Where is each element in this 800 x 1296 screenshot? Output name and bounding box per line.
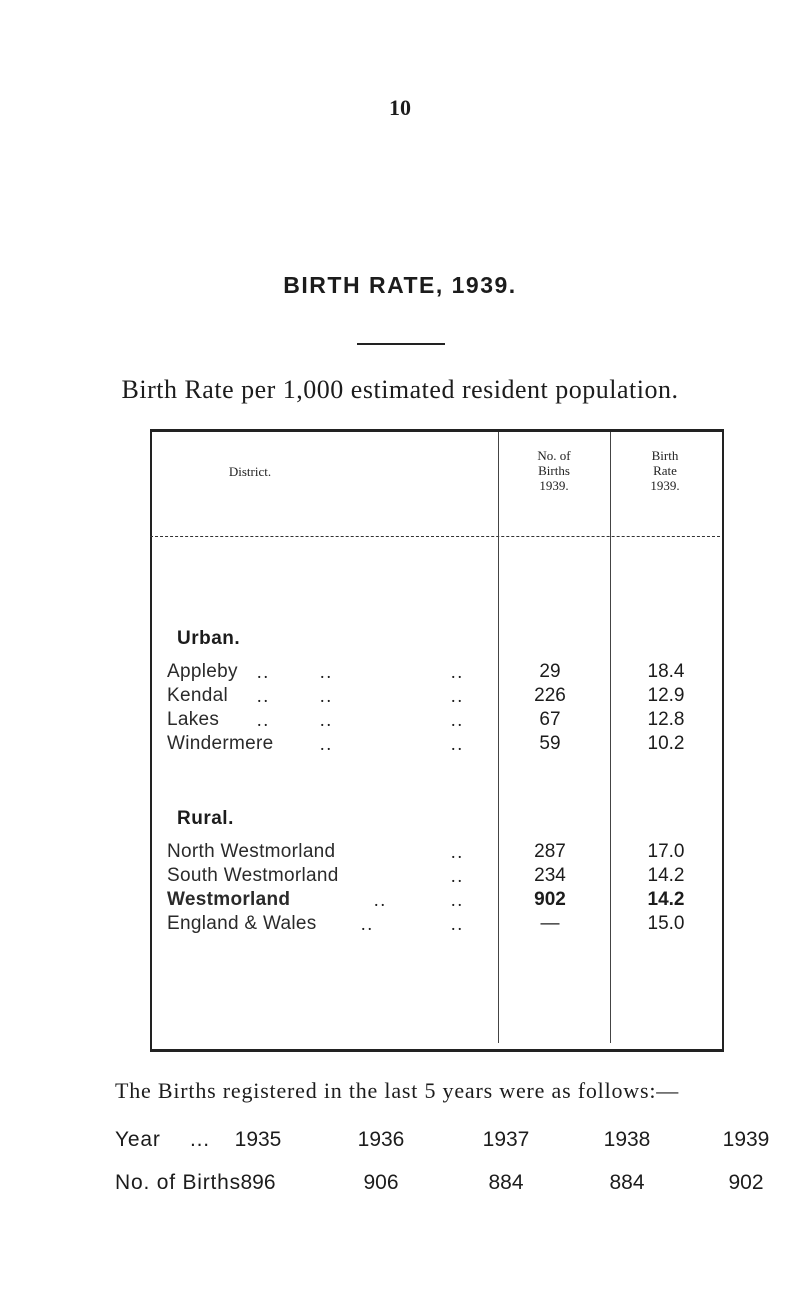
leader-dots: ..: [451, 842, 464, 862]
leader-dots: ..: [320, 734, 333, 754]
births-value: 67: [539, 709, 561, 730]
table-row: [0, 840, 800, 864]
rate-value: 18.4: [647, 661, 685, 682]
rate-value: 12.9: [647, 685, 685, 706]
district-name: Appleby: [167, 661, 238, 682]
column-header-births-line1: No. of: [537, 448, 571, 463]
leader-dots: ..: [451, 710, 464, 730]
table-row: [0, 888, 800, 912]
leader-dots: ..: [320, 710, 333, 730]
rate-value: 15.0: [647, 913, 685, 934]
section-heading-rural: Rural.: [177, 808, 234, 829]
births-count: 902: [728, 1171, 764, 1194]
table-row: [0, 912, 800, 936]
table-row: [0, 864, 800, 888]
births-count: 884: [609, 1171, 645, 1194]
births-value: —: [540, 913, 560, 934]
column-header-rate-line2: Rate: [653, 463, 677, 478]
leader-dots: ..: [451, 890, 464, 910]
births-count: 906: [363, 1171, 399, 1194]
births-value: 287: [534, 841, 566, 862]
births-value: 29: [539, 661, 561, 682]
column-header-births-line3: 1939.: [539, 478, 569, 493]
leader-dots: ..: [320, 662, 333, 682]
year-value: 1935: [234, 1128, 282, 1151]
leader-dots: ..: [451, 686, 464, 706]
column-header-district: District.: [228, 464, 272, 479]
page-subtitle: Birth Rate per 1,000 estimated resident population.: [121, 375, 679, 404]
table-row: [0, 708, 800, 732]
births-value: 234: [534, 865, 566, 886]
leader-dots: ...: [190, 1128, 210, 1151]
district-name: South Westmorland: [167, 865, 339, 886]
leader-dots: ..: [257, 710, 270, 730]
year-label: Year: [115, 1128, 161, 1151]
rate-value: 17.0: [647, 841, 685, 862]
births-value: 59: [539, 733, 561, 754]
year-row: [0, 1128, 800, 1158]
district-name: England & Wales: [167, 913, 317, 934]
births-label: No. of Births: [115, 1171, 241, 1194]
births-count: 884: [488, 1171, 524, 1194]
leader-dots: ..: [320, 686, 333, 706]
births-value: 226: [534, 685, 566, 706]
leader-dots: ..: [451, 914, 464, 934]
district-name: Lakes: [167, 709, 220, 730]
table-row: [0, 732, 800, 756]
table-row: [0, 660, 800, 684]
leader-dots: ..: [451, 734, 464, 754]
births-count: 896: [240, 1171, 276, 1194]
column-header-rate-line1: Birth: [651, 448, 679, 463]
district-name: Kendal: [167, 685, 228, 706]
leader-dots: ..: [361, 914, 374, 934]
births-row: [0, 1171, 800, 1201]
rate-value: 12.8: [647, 709, 685, 730]
births-summary-text: The Births registered in the last 5 years were as follows:—: [115, 1078, 680, 1103]
district-name: Windermere: [167, 733, 274, 754]
leader-dots: ..: [451, 866, 464, 886]
column-header-rate: [610, 448, 720, 493]
section-heading-urban: Urban.: [177, 628, 241, 649]
district-name: North Westmorland: [167, 841, 336, 862]
district-name: Westmorland: [167, 889, 291, 910]
title-underline: [357, 343, 445, 345]
leader-dots: ..: [374, 890, 387, 910]
year-value: 1937: [482, 1128, 530, 1151]
rate-value: 14.2: [647, 865, 685, 886]
year-value: 1938: [603, 1128, 651, 1151]
column-header-births-line2: Births: [538, 463, 570, 478]
page-number: 10: [389, 95, 411, 120]
leader-dots: ..: [257, 686, 270, 706]
births-value: 902: [534, 889, 566, 910]
year-value: 1939: [722, 1128, 770, 1151]
header-divider: [150, 536, 720, 537]
rate-value: 14.2: [647, 889, 685, 910]
column-header-rate-line3: 1939.: [650, 478, 680, 493]
year-value: 1936: [357, 1128, 405, 1151]
table-row: [0, 684, 800, 708]
leader-dots: ..: [451, 662, 464, 682]
page-title: BIRTH RATE, 1939.: [283, 272, 517, 298]
leader-dots: ..: [257, 662, 270, 682]
column-header-births: [498, 448, 610, 493]
rate-value: 10.2: [647, 733, 685, 754]
